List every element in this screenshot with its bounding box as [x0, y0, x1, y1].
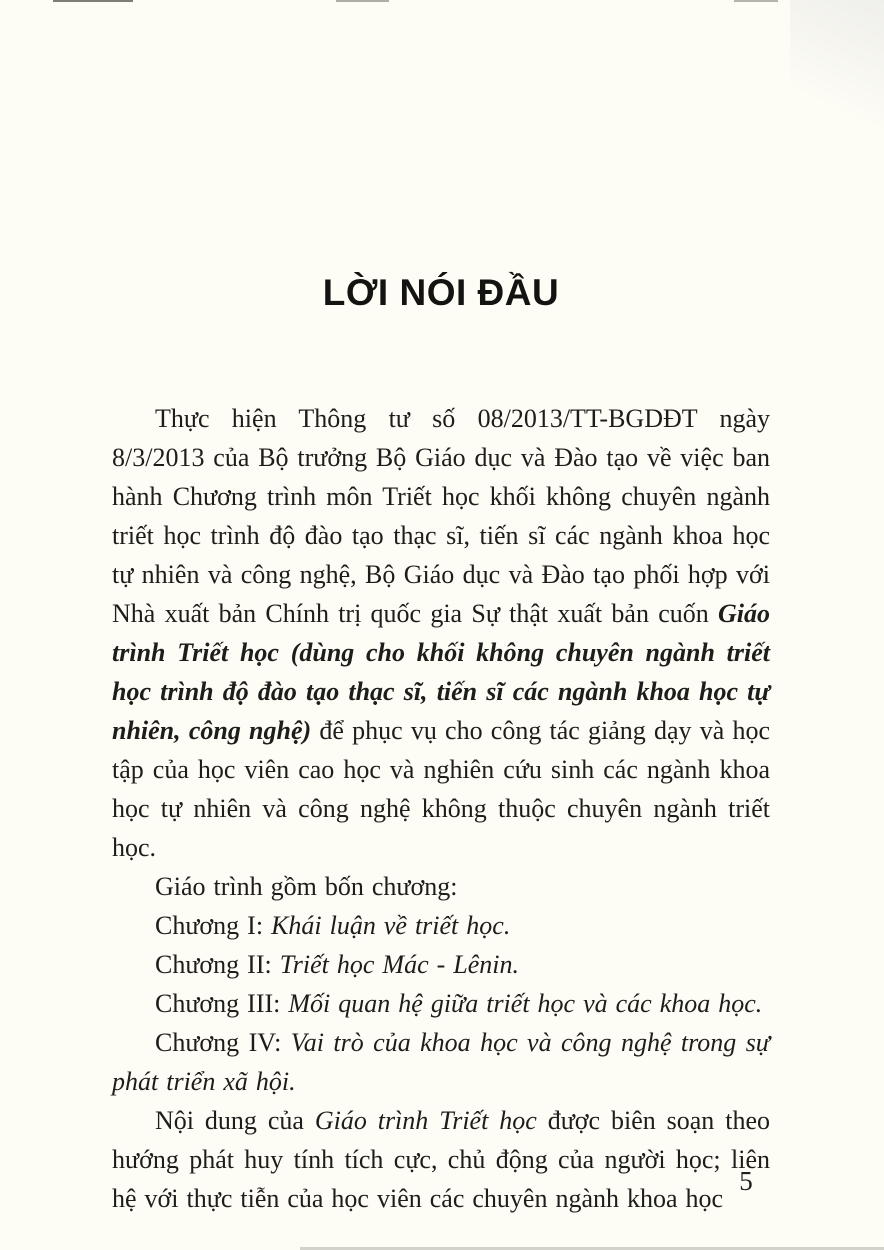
text-segment: Thực hiện Thông tư số 08/2013/TT-BGDĐT ngày 8/3/2013 của Bộ trưởng Bộ Giáo dục và Đào tạo về việc ban hành Chương trình môn Triết học khối không chuyên ngành triết học trình độ đào tạo thạc sĩ, tiến sĩ các ngành khoa học tự nhiên và công nghệ, Bộ Giáo dục và Đào tạo phối hợp với Nhà xuất bản Chính trị quốc gia Sự thật xuất bản cuốn	[112, 404, 770, 628]
paragraph-chapter-2	[112, 945, 770, 984]
page-number: 5	[739, 1166, 753, 1196]
chapter-title: Mối quan hệ giữa triết học và các khoa học.	[288, 989, 763, 1018]
page-body	[112, 399, 770, 1218]
book-title-mention: Giáo trình Triết học	[314, 1106, 537, 1135]
chapter-title: Triết học Mác - Lênin.	[279, 950, 519, 979]
paragraph-chapters-intro	[112, 867, 770, 906]
page-title: LỜI NÓI ĐẦU	[322, 272, 560, 313]
book-title-emphasis: Giáo trình Triết học (dùng cho khối không chuyên ngành triết học trình độ đào tạo thạc sĩ, tiến sĩ các ngành khoa học tự nhiên, công nghệ)	[112, 599, 770, 745]
chapter-title: Vai trò của khoa học và công nghệ trong sự phát triển xã hội.	[112, 1028, 770, 1096]
text-segment: Nội dung của	[155, 1106, 315, 1135]
chapter-label: Chương IV:	[155, 1028, 291, 1057]
paragraph-chapter-4	[112, 1023, 770, 1101]
chapter-title: Khái luận về triết học.	[271, 911, 511, 940]
chapter-label: Chương II:	[155, 950, 280, 979]
text-segment: để phục vụ cho công tác giảng dạy và học tập của học viên cao học và nghiên cứu sinh các ngành khoa học tự nhiên và công nghệ không thuộc chuyên ngành triết học.	[112, 716, 770, 862]
scan-artifact-top-right	[734, 0, 778, 2]
paragraph-opening	[112, 399, 770, 867]
chapter-label: Chương I:	[155, 911, 272, 940]
text-segment: Giáo trình gồm bốn chương:	[155, 872, 458, 901]
paragraph-chapter-1	[112, 906, 770, 945]
scan-artifact-top-left	[53, 0, 133, 2]
scan-artifact-top-middle	[336, 0, 389, 2]
text-segment: được biên soạn theo hướng phát huy tính tích cực, chủ động của người học; liên hệ với thực tiễn của học viên các chuyên ngành khoa học	[112, 1106, 770, 1213]
paragraph-content-note	[112, 1101, 770, 1218]
chapter-label: Chương III:	[155, 989, 289, 1018]
scan-shadow-top-right	[790, 0, 884, 160]
paragraph-chapter-3	[112, 984, 770, 1023]
